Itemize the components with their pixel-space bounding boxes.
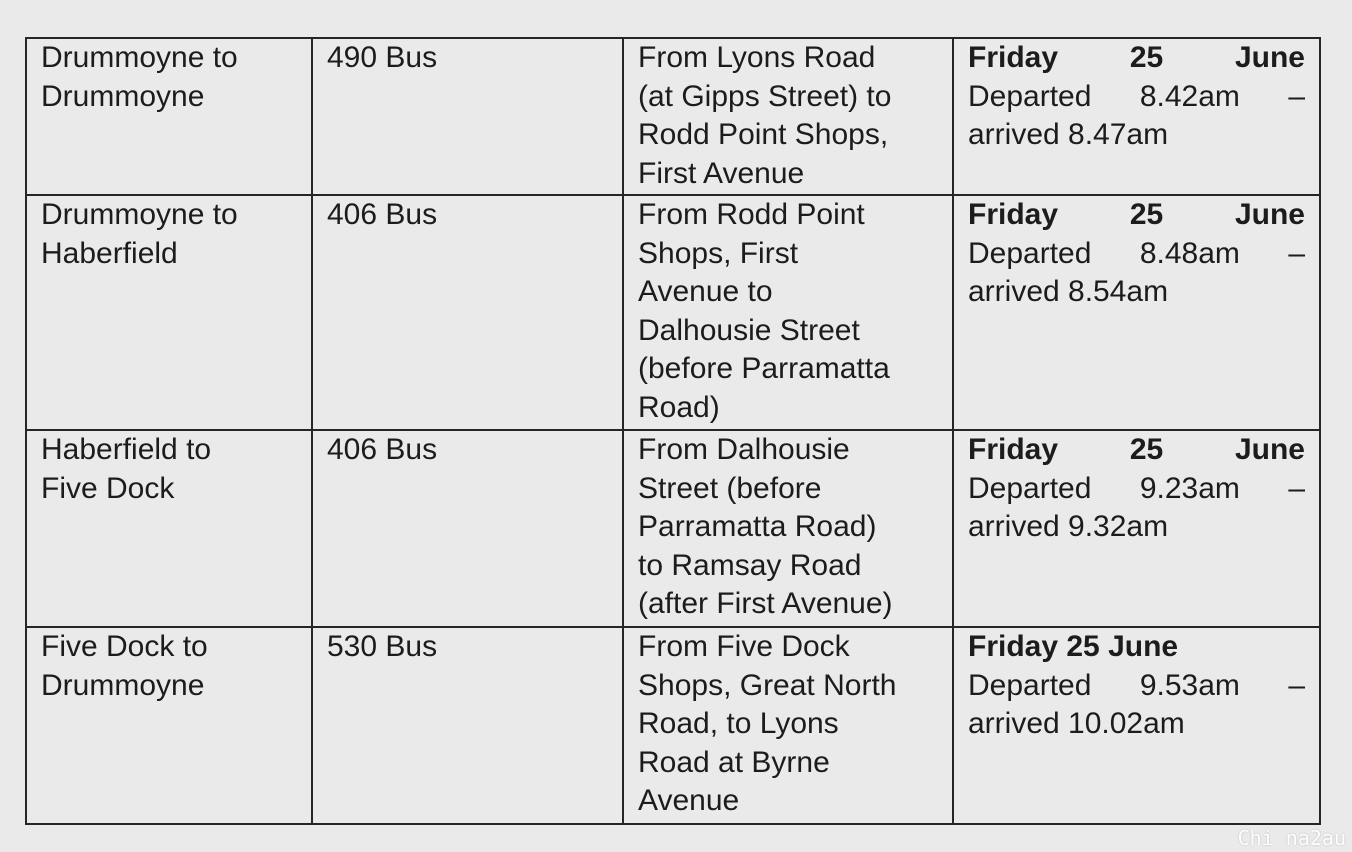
segment-cell xyxy=(623,627,953,824)
times-cell xyxy=(953,430,1320,627)
route-line: Drummoyne to xyxy=(41,198,238,231)
departed-time: 8.48am xyxy=(1139,236,1240,270)
date-number: 25 xyxy=(1129,41,1164,74)
date-line: Friday 25 June xyxy=(968,630,1179,663)
travel-schedule-table xyxy=(25,37,1321,825)
route-line: Haberfield xyxy=(41,236,178,270)
date-line xyxy=(968,39,1305,78)
times-cell xyxy=(953,627,1320,824)
service-label: 490 Bus xyxy=(327,41,438,74)
departed-label: Departed xyxy=(968,668,1092,702)
times-cell xyxy=(953,38,1320,195)
service-label: 406 Bus xyxy=(327,433,438,466)
watermark-text: Chi na2au xyxy=(1237,826,1346,850)
route-cell xyxy=(26,38,312,195)
route-cell xyxy=(26,627,312,824)
service-label: 530 Bus xyxy=(327,630,438,663)
date-line xyxy=(968,196,1305,235)
departed-dash: – xyxy=(1288,471,1305,505)
departed-label: Departed xyxy=(968,236,1092,270)
segment-line: Shops, First xyxy=(638,236,799,270)
departed-dash: – xyxy=(1288,668,1305,702)
segment-line: First Avenue xyxy=(638,156,805,190)
segment-line: Rodd Point Shops, xyxy=(638,118,889,151)
arrived-line: arrived 8.54am xyxy=(968,275,1169,308)
segment-cell xyxy=(623,38,953,195)
table-row xyxy=(26,38,1320,195)
segment-line: Road) xyxy=(638,390,720,424)
date-day: Friday xyxy=(968,198,1059,231)
table-row xyxy=(26,195,1320,430)
segment-line: (before Parramatta xyxy=(638,352,890,385)
segment-line: Avenue xyxy=(638,784,740,817)
route-line: Drummoyne to xyxy=(41,41,238,74)
departed-dash: – xyxy=(1288,79,1305,113)
date-day: Friday xyxy=(968,433,1059,466)
segment-line: Shops, Great North xyxy=(638,668,897,702)
service-cell xyxy=(312,38,623,195)
segment-line: Road, to Lyons xyxy=(638,707,839,740)
departed-time: 9.53am xyxy=(1139,668,1240,702)
segment-line: Street (before xyxy=(638,471,822,505)
segment-line: From Lyons Road xyxy=(638,41,876,74)
arrived-line: arrived 8.47am xyxy=(968,118,1169,151)
table-row xyxy=(26,430,1320,627)
route-line: Drummoyne xyxy=(41,79,205,113)
route-cell xyxy=(26,430,312,627)
route-cell xyxy=(26,195,312,430)
departed-label: Departed xyxy=(968,471,1092,505)
segment-line: Parramatta Road) xyxy=(638,510,877,543)
departed-dash: – xyxy=(1288,236,1305,270)
date-month: June xyxy=(1234,433,1305,466)
route-line: Five Dock to xyxy=(41,630,208,663)
date-number: 25 xyxy=(1129,433,1164,466)
segment-line: Road at Byrne xyxy=(638,745,830,779)
route-line: Five Dock xyxy=(41,471,175,505)
date-day: Friday xyxy=(968,41,1059,74)
segment-cell xyxy=(623,430,953,627)
departed-line xyxy=(968,235,1305,274)
times-cell xyxy=(953,195,1320,430)
segment-line: From Dalhousie xyxy=(638,433,850,466)
departed-line xyxy=(968,667,1305,706)
date-month: June xyxy=(1234,198,1305,231)
departed-line xyxy=(968,470,1305,509)
segment-line: (at Gipps Street) to xyxy=(638,79,892,113)
service-cell xyxy=(312,195,623,430)
segment-line: (after First Avenue) xyxy=(638,587,893,620)
segment-line: to Ramsay Road xyxy=(638,548,862,582)
arrived-line: arrived 9.32am xyxy=(968,510,1169,543)
service-cell xyxy=(312,627,623,824)
service-label: 406 Bus xyxy=(327,198,438,231)
date-line xyxy=(968,431,1305,470)
route-line: Haberfield to xyxy=(41,433,212,466)
arrived-line: arrived 10.02am xyxy=(968,707,1185,740)
departed-line xyxy=(968,78,1305,117)
date-month: June xyxy=(1234,41,1305,74)
departed-time: 8.42am xyxy=(1139,79,1240,113)
date-number: 25 xyxy=(1129,198,1164,231)
segment-cell xyxy=(623,195,953,430)
route-line: Drummoyne xyxy=(41,668,205,702)
segment-line: Dalhousie Street xyxy=(638,313,860,347)
segment-line: From Five Dock xyxy=(638,630,850,663)
segment-line: Avenue to xyxy=(638,275,773,308)
table-row xyxy=(26,627,1320,824)
service-cell xyxy=(312,430,623,627)
departed-time: 9.23am xyxy=(1139,471,1240,505)
segment-line: From Rodd Point xyxy=(638,198,865,231)
departed-label: Departed xyxy=(968,79,1092,113)
